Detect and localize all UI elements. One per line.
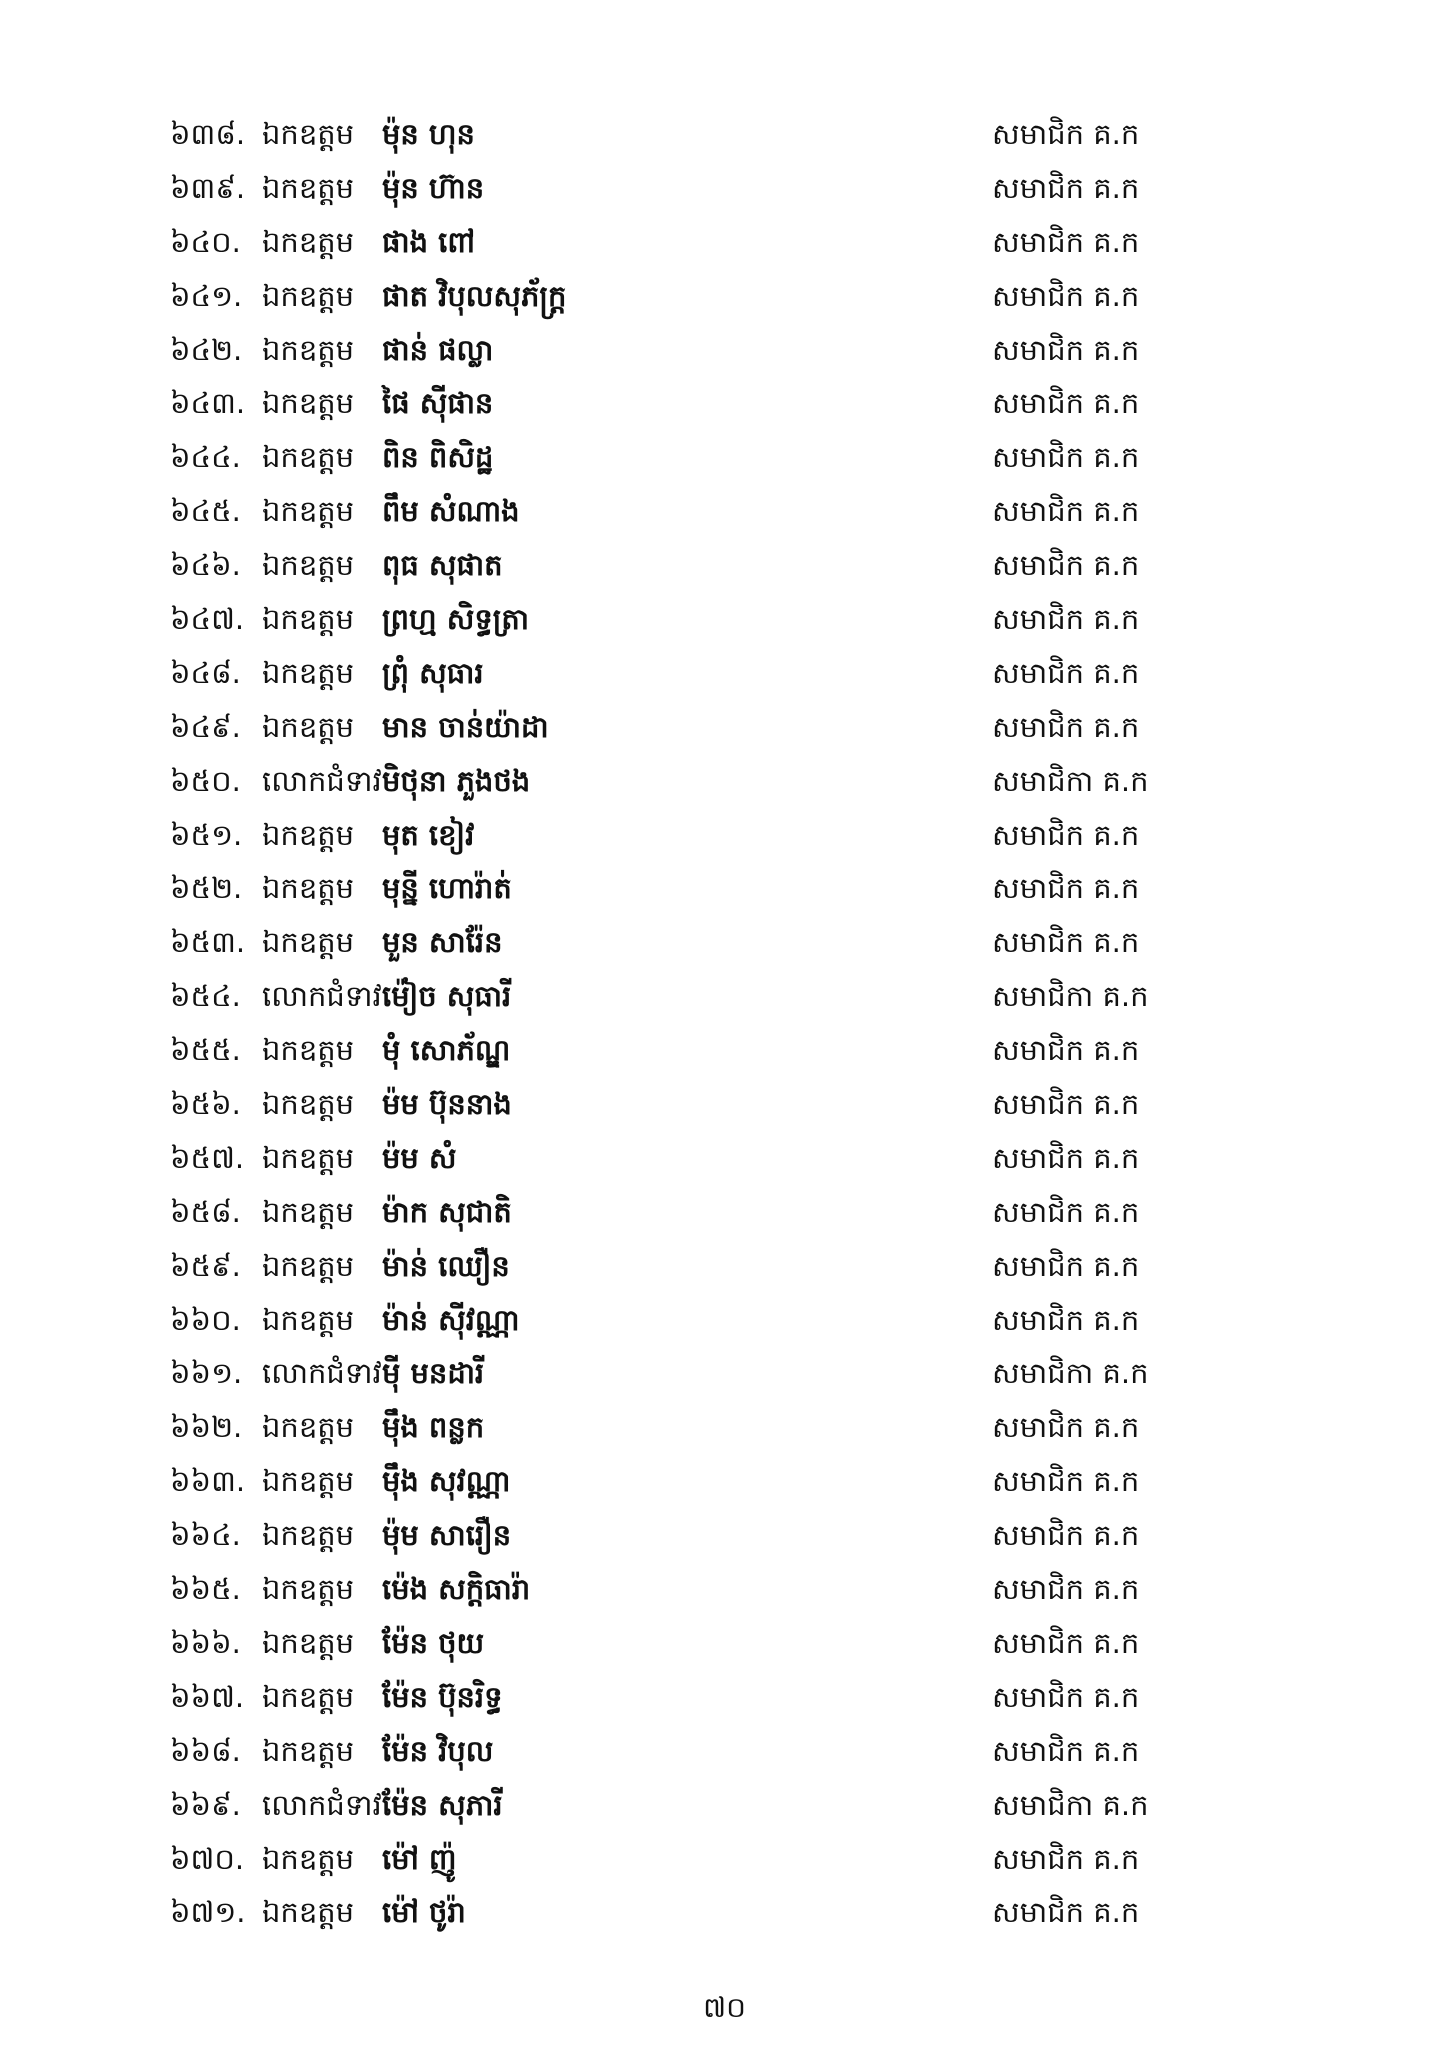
member-role: សមាជិក គ.ក (992, 1410, 1140, 1445)
honorific: ឯកឧត្តម (262, 817, 355, 852)
member-name: ម៉ុន ហុន (382, 117, 475, 151)
member-name: ផាង ពៅ (382, 224, 475, 259)
entry-number: ៦៦៧. (170, 1679, 245, 1714)
list-item (0, 647, 1449, 701)
entry-number: ៦៥១. (170, 817, 243, 852)
list-item (0, 1617, 1449, 1671)
member-name: មិថុនា ភួងថង (382, 763, 531, 798)
member-role: សមាជិក គ.ក (992, 170, 1140, 205)
list-item (0, 431, 1449, 485)
entry-number: ៦៤៨. (170, 655, 241, 690)
list-item (0, 1779, 1449, 1833)
list-item (0, 1833, 1449, 1887)
member-name: ម៉ឹង ពន្លក (382, 1410, 485, 1445)
member-role: សមាជិក គ.ក (992, 1302, 1140, 1337)
member-name: ព្រហ្ម សិទ្ធត្រា (382, 602, 530, 637)
list-item (0, 1347, 1449, 1401)
member-role: សមាជិក គ.ក (992, 1033, 1140, 1068)
entry-number: ៦៦៥. (170, 1572, 241, 1607)
entry-number: ៦៤៧. (170, 602, 245, 637)
member-name: ពឹម សំណាង (382, 494, 520, 529)
entry-number: ៦៤២. (170, 332, 243, 367)
member-list (0, 108, 1449, 1940)
list-item (0, 862, 1449, 916)
honorific: ឯកឧត្តម (262, 548, 355, 583)
member-role: សមាជិកា គ.ក (992, 979, 1149, 1014)
entry-number: ៦៦២. (170, 1410, 243, 1445)
member-role: សមាជិក គ.ក (992, 224, 1140, 259)
honorific: ឯកឧត្តម (262, 1518, 355, 1553)
member-role: សមាជិក គ.ក (992, 1194, 1140, 1229)
honorific: ឯកឧត្តម (262, 386, 355, 421)
member-name: ម៉ៅ ញ៉ូ (382, 1841, 457, 1876)
member-name: ម៉ែន វិបុល (382, 1733, 494, 1768)
list-item (0, 1886, 1449, 1940)
entry-number: ៦៥៥. (170, 1033, 241, 1068)
member-role: សមាជិក គ.ក (992, 278, 1140, 313)
honorific: លោកជំទាវ (262, 979, 382, 1014)
member-role: សមាជិក គ.ក (992, 440, 1140, 475)
member-name: ផៃ ស៊ីផាន (382, 386, 494, 421)
member-role: សមាជិក គ.ក (992, 548, 1140, 583)
entry-number: ៦៥២. (170, 871, 243, 906)
member-name: មុំ សោភ័ណ្ឌ (382, 1033, 511, 1068)
member-name: ម៉េង សក្តិធារ៉ា (382, 1572, 531, 1607)
list-item (0, 1132, 1449, 1186)
honorific: ឯកឧត្តម (262, 224, 355, 259)
member-role: សមាជិក គ.ក (992, 1895, 1140, 1930)
member-role: សមាជិក គ.ក (992, 1087, 1140, 1122)
entry-number: ៦៤៤. (170, 440, 241, 475)
member-name: ពុធ សុផាត (382, 548, 503, 583)
entry-number: ៦៥៩. (170, 1248, 241, 1283)
entry-number: ៦៥៣. (170, 925, 246, 960)
honorific: ឯកឧត្តម (262, 1248, 355, 1283)
member-role: សមាជិក គ.ក (992, 1572, 1140, 1607)
member-name: ផាន់ ផល្លា (382, 332, 494, 367)
honorific: ឯកឧត្តម (262, 494, 355, 529)
honorific: ឯកឧត្តម (262, 170, 355, 205)
member-name: ម៉ឹង សុវណ្ណា (382, 1464, 511, 1499)
entry-number: ៦៤០. (170, 224, 241, 259)
member-role: សមាជិក គ.ក (992, 1248, 1140, 1283)
honorific: ឯកឧត្តម (262, 925, 355, 960)
member-role: សមាជិកា គ.ក (992, 1787, 1149, 1822)
member-role: សមាជិក គ.ក (992, 386, 1140, 421)
honorific: ឯកឧត្តម (262, 117, 355, 151)
member-role: សមាជិក គ.ក (992, 1518, 1140, 1553)
list-item (0, 216, 1449, 270)
member-name: ម៉ុន ហ៊ាន (382, 170, 485, 205)
entry-number: ៦៤៩. (170, 709, 241, 744)
member-name: ព្រុំ សុធារ (382, 655, 484, 690)
member-name: ម៉ៀច សុធារី (382, 979, 512, 1014)
entry-number: ៦៤៣. (170, 386, 246, 421)
entry-number: ៦៥៨. (170, 1194, 241, 1229)
member-name: ម៉ាក សុជាតិ (382, 1194, 512, 1229)
entry-number: ៦៦៩. (170, 1787, 241, 1822)
honorific: ឯកឧត្តម (262, 1679, 355, 1714)
list-item (0, 755, 1449, 809)
member-name: ម៉ី មនដារី (382, 1356, 485, 1391)
list-item (0, 1186, 1449, 1240)
member-role: សមាជិក គ.ក (992, 602, 1140, 637)
member-role: សមាជិក គ.ក (992, 1464, 1140, 1499)
member-name: ម៉ុម សារឿន (382, 1518, 512, 1553)
member-role: សមាជិក គ.ក (992, 1625, 1140, 1660)
list-item (0, 1725, 1449, 1779)
member-name: ម៉ាន់ ស៊ីវណ្ណា (382, 1302, 520, 1337)
list-item (0, 809, 1449, 863)
list-item (0, 1401, 1449, 1455)
list-item (0, 1240, 1449, 1294)
member-name: ម៉ម ប៊ុននាង (382, 1087, 512, 1122)
entry-number: ៦៥៧. (170, 1140, 245, 1175)
honorific: ឯកឧត្តម (262, 602, 355, 637)
list-item (0, 162, 1449, 216)
member-role: សមាជិក គ.ក (992, 817, 1140, 852)
honorific: លោកជំទាវ (262, 1356, 382, 1391)
entry-number: ៦៤៥. (170, 494, 241, 529)
list-item (0, 539, 1449, 593)
member-name: ម៉ែន ថុយ (382, 1625, 485, 1660)
honorific: ឯកឧត្តម (262, 278, 355, 313)
list-item (0, 1455, 1449, 1509)
member-name: ម៉ែន សុភារី (382, 1787, 503, 1822)
honorific: ឯកឧត្តម (262, 1841, 355, 1876)
honorific: ឯកឧត្តម (262, 332, 355, 367)
member-name: ម៉ែន ប៊ុនរិទ្ធ (382, 1679, 503, 1714)
member-role: សមាជិក គ.ក (992, 925, 1140, 960)
honorific: ឯកឧត្តម (262, 1464, 355, 1499)
honorific: ឯកឧត្តម (262, 440, 355, 475)
member-name: ម៉ៅ ថូរ៉ា (382, 1895, 466, 1930)
entry-number: ៦៥៦. (170, 1087, 241, 1122)
member-name: មុត ខៀវ (382, 817, 475, 852)
member-name: ម៉ម សំ (382, 1140, 457, 1175)
honorific: ឯកឧត្តម (262, 1087, 355, 1122)
list-item (0, 1671, 1449, 1725)
member-role: សមាជិកា គ.ក (992, 763, 1149, 798)
list-item (0, 593, 1449, 647)
list-item (0, 970, 1449, 1024)
honorific: ឯកឧត្តម (262, 1625, 355, 1660)
page-number: ៧០ (703, 1991, 746, 2024)
member-role: សមាជិក គ.ក (992, 871, 1140, 906)
honorific: លោកជំទាវ (262, 1787, 382, 1822)
member-role: សមាជិក គ.ក (992, 709, 1140, 744)
honorific: ឯកឧត្តម (262, 1410, 355, 1445)
honorific: ឯកឧត្តម (262, 655, 355, 690)
list-item (0, 108, 1449, 162)
honorific: ឯកឧត្តម (262, 709, 355, 744)
list-item (0, 1078, 1449, 1132)
member-name: មាន ចាន់យ៉ាដា (382, 709, 549, 744)
list-item (0, 324, 1449, 378)
honorific: ឯកឧត្តម (262, 1302, 355, 1337)
entry-number: ៦៦៣. (170, 1464, 246, 1499)
entry-number: ៦៧១. (170, 1895, 246, 1930)
member-name: មួន សារ៉ែន (382, 925, 503, 960)
honorific: ឯកឧត្តម (262, 1194, 355, 1229)
list-item (0, 701, 1449, 755)
entry-number: ៦៤៦. (170, 548, 241, 583)
entry-number: ៦៣៩. (170, 170, 246, 205)
member-role: សមាជិក គ.ក (992, 1140, 1140, 1175)
list-item (0, 485, 1449, 539)
entry-number: ៦៦១. (170, 1356, 243, 1391)
honorific: ឯកឧត្តម (262, 1733, 355, 1768)
list-item (0, 1294, 1449, 1348)
entry-number: ៦៣៨. (170, 117, 246, 151)
list-item (0, 270, 1449, 324)
entry-number: ៦៦០. (170, 1302, 241, 1337)
honorific: ឯកឧត្តម (262, 1140, 355, 1175)
entry-number: ៦៥៤. (170, 979, 241, 1014)
member-role: សមាជិក គ.ក (992, 494, 1140, 529)
entry-number: ៦៧០. (170, 1841, 245, 1876)
member-role: សមាជិក គ.ក (992, 1841, 1140, 1876)
entry-number: ៦៦៦. (170, 1625, 241, 1660)
member-role: សមាជិក គ.ក (992, 1679, 1140, 1714)
member-name: ពិន ពិសិដ្ឋ (382, 440, 494, 475)
entry-number: ៦៦៨. (170, 1733, 241, 1768)
list-item (0, 1509, 1449, 1563)
list-item (0, 1563, 1449, 1617)
honorific: ឯកឧត្តម (262, 1572, 355, 1607)
member-role: សមាជិក គ.ក (992, 117, 1140, 151)
member-name: ផាត វិបុលសុភ័ក្រ្ត (382, 278, 567, 313)
member-role: សមាជិក គ.ក (992, 332, 1140, 367)
honorific: ឯកឧត្តម (262, 871, 355, 906)
member-role: សមាជិក គ.ក (992, 655, 1140, 690)
list-item (0, 916, 1449, 970)
honorific: ឯកឧត្តម (262, 1895, 355, 1930)
entry-number: ៦៦៤. (170, 1518, 241, 1553)
member-role: សមាជិកា គ.ក (992, 1356, 1149, 1391)
member-name: មុន្នី ហោរ៉ាត់ (382, 871, 512, 906)
member-name: ម៉ាន់ ឈឿន (382, 1248, 510, 1283)
member-role: សមាជិក គ.ក (992, 1733, 1140, 1768)
entry-number: ៦៥០. (170, 763, 241, 798)
honorific: ឯកឧត្តម (262, 1033, 355, 1068)
list-item (0, 1024, 1449, 1078)
list-item (0, 377, 1449, 431)
entry-number: ៦៤១. (170, 278, 243, 313)
honorific: លោកជំទាវ (262, 763, 382, 798)
